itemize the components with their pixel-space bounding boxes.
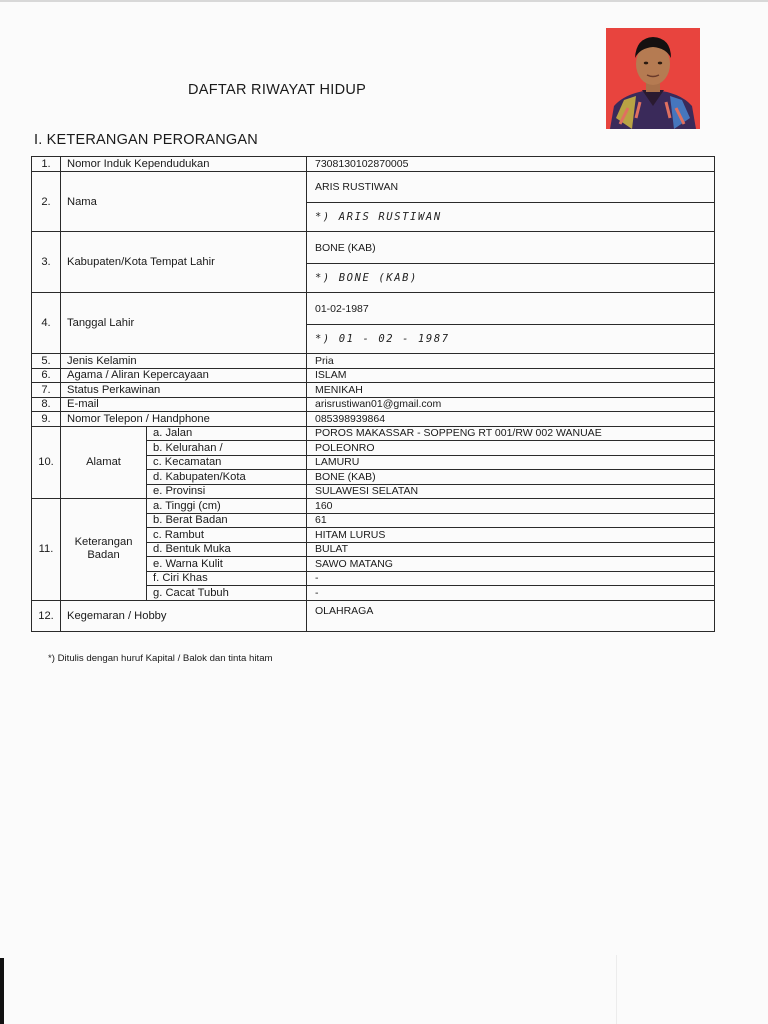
field-label: Agama / Aliran Kepercayaan	[61, 368, 307, 383]
sub-label: d. Kabupaten/Kota	[147, 470, 307, 485]
field-value: HITAM LURUS	[307, 528, 715, 543]
document-title: DAFTAR RIWAYAT HIDUP	[188, 82, 367, 98]
group-label-line: Keterangan	[74, 536, 133, 549]
sub-label: b. Kelurahan /	[147, 441, 307, 456]
field-label: Nama	[61, 172, 307, 232]
sub-label: d. Bentuk Muka	[147, 542, 307, 557]
field-label: Nomor Telepon / Handphone	[61, 412, 307, 427]
row-number: 5.	[32, 354, 61, 369]
field-label: Tanggal Lahir	[61, 293, 307, 354]
section-title: I. KETERANGAN PERORANGAN	[34, 132, 258, 148]
row-number: 6.	[32, 368, 61, 383]
row-number: 8.	[32, 397, 61, 412]
field-label: Kabupaten/Kota Tempat Lahir	[61, 232, 307, 293]
field-value: BULAT	[307, 542, 715, 557]
field-value: LAMURU	[307, 455, 715, 470]
field-value: OLAHRAGA	[307, 600, 715, 631]
field-value: -	[307, 586, 715, 601]
footnote: *) Ditulis dengan huruf Kapital / Balok dan tinta hitam	[48, 653, 273, 664]
row-number: 4.	[32, 293, 61, 354]
field-value: POLEONRO	[307, 441, 715, 456]
row-number: 11.	[32, 499, 61, 601]
table-row	[32, 157, 715, 172]
field-value: arisrustiwan01@gmail.com	[307, 397, 715, 412]
sub-label: g. Cacat Tubuh	[147, 586, 307, 601]
field-value: Pria	[307, 354, 715, 369]
field-label: Jenis Kelamin	[61, 354, 307, 369]
row-number: 12.	[32, 600, 61, 631]
sub-label: b. Berat Badan	[147, 513, 307, 528]
table-row	[32, 383, 715, 398]
scan-edge-mark	[0, 958, 4, 1024]
row-number: 3.	[32, 232, 61, 293]
table-row	[32, 172, 715, 203]
table-row	[32, 368, 715, 383]
scan-line	[616, 955, 617, 1024]
handwritten-value: *) BONE (KAB)	[307, 264, 715, 293]
field-value: BONE (KAB)	[307, 470, 715, 485]
row-number: 1.	[32, 157, 61, 172]
table-row	[32, 412, 715, 427]
person-photo-icon	[606, 28, 700, 129]
row-number: 10.	[32, 426, 61, 499]
field-value: 085398939864	[307, 412, 715, 427]
row-number: 7.	[32, 383, 61, 398]
field-label: Status Perkawinan	[61, 383, 307, 398]
field-value: MENIKAH	[307, 383, 715, 398]
sub-label: f. Ciri Khas	[147, 571, 307, 586]
sub-label: a. Jalan	[147, 426, 307, 441]
sub-label: e. Warna Kulit	[147, 557, 307, 572]
table-row	[32, 293, 715, 325]
sub-label: c. Rambut	[147, 528, 307, 543]
field-value: SULAWESI SELATAN	[307, 484, 715, 499]
row-number: 9.	[32, 412, 61, 427]
sub-label: c. Kecamatan	[147, 455, 307, 470]
handwritten-value: *) ARIS RUSTIWAN	[307, 203, 715, 232]
table-row	[32, 600, 715, 631]
field-value: BONE (KAB)	[307, 232, 715, 264]
sub-label: e. Provinsi	[147, 484, 307, 499]
field-value: -	[307, 571, 715, 586]
field-value: POROS MAKASSAR - SOPPENG RT 001/RW 002 WANUAE	[307, 426, 715, 441]
table-row	[32, 232, 715, 264]
handwritten-value: *) 01 - 02 - 1987	[307, 325, 715, 354]
row-number: 2.	[32, 172, 61, 232]
table-row	[32, 397, 715, 412]
field-value: SAWO MATANG	[307, 557, 715, 572]
field-label: E-mail	[61, 397, 307, 412]
pas-photo	[606, 28, 700, 129]
scan-edge	[0, 0, 768, 2]
field-value: ISLAM	[307, 368, 715, 383]
field-value: 61	[307, 513, 715, 528]
group-label-line: Badan	[87, 549, 120, 562]
field-value: 7308130102870005	[307, 157, 715, 172]
field-label: Kegemaran / Hobby	[61, 600, 307, 631]
field-value: ARIS RUSTIWAN	[307, 172, 715, 203]
group-label: Alamat	[61, 426, 147, 499]
table-row	[32, 499, 715, 514]
field-value: 160	[307, 499, 715, 514]
table-row	[32, 426, 715, 441]
table-row	[32, 354, 715, 369]
field-value: 01-02-1987	[307, 293, 715, 325]
field-label: Nomor Induk Kependudukan	[61, 157, 307, 172]
personal-info-table	[31, 156, 715, 632]
group-label	[61, 499, 147, 601]
sub-label: a. Tinggi (cm)	[147, 499, 307, 514]
